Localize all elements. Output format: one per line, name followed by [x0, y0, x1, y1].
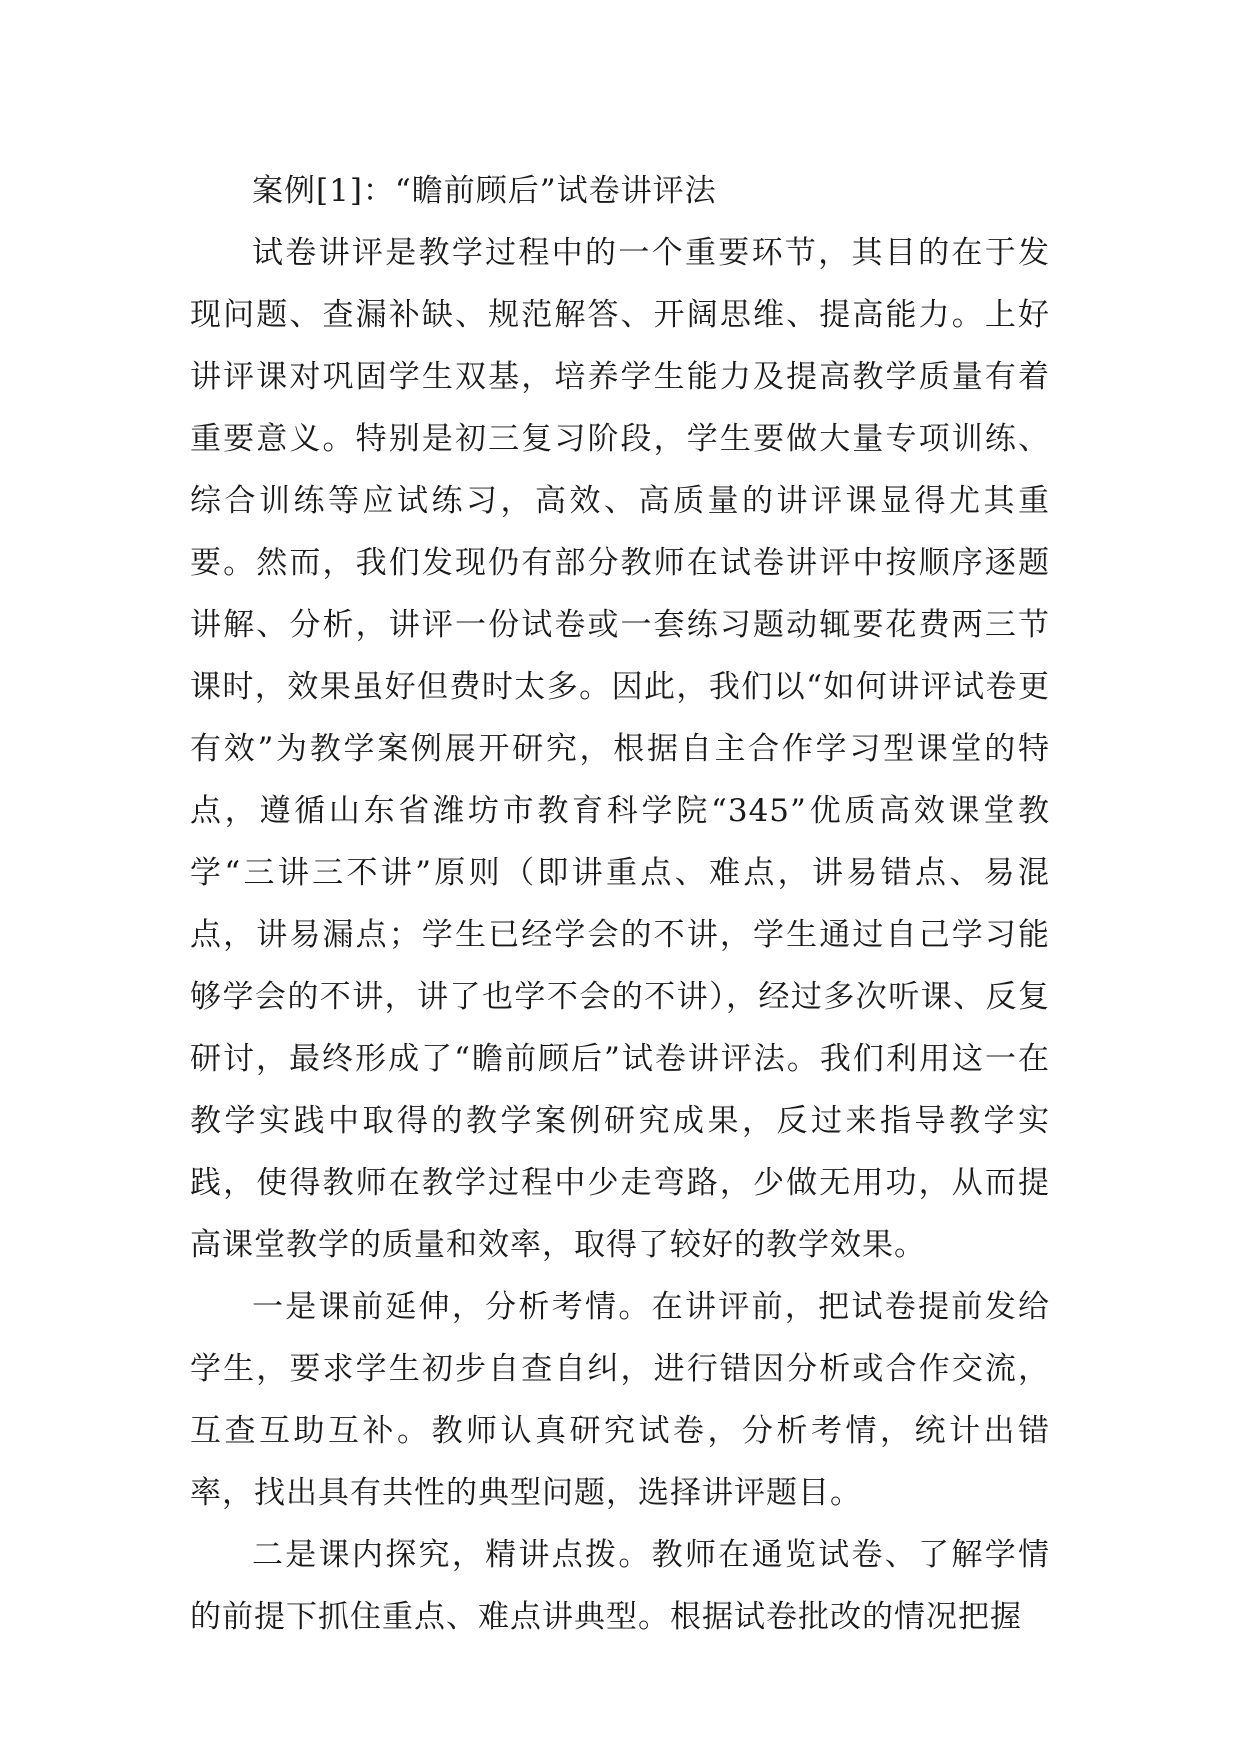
- paragraph-step-one: 一是课前延伸，分析考情。在讲评前，把试卷提前发给学生，要求学生初步自查自纠，进行错因分析或合作交流，互查互助互补。教师认真研究试卷，分析考情，统计出错率，找出具有共性的典型问题，选择讲评题目。: [190, 1289, 1050, 1511]
- paragraph-step-two: 二是课内探究，精讲点拨。教师在通览试卷、了解学情的前提下抓住重点、难点讲典型。根据试卷批改的情况把握: [190, 1537, 1050, 1635]
- case-title: 案例[1]：“瞻前顾后”试卷讲评法: [252, 173, 717, 209]
- document-body: [190, 160, 1050, 1648]
- paragraph-intro: 试卷讲评是教学过程中的一个重要环节，其目的在于发现问题、查漏补缺、规范解答、开阔思维、提高能力。上好讲评课对巩固学生双基，培养学生能力及提高教学质量有着重要意义。特别是初三复习阶段，学生要做大量专项训练、综合训练等应试练习，高效、高质量的讲评课显得尤其重要。然而，我们发现仍有部分教师在试卷讲评中按顺序逐题讲解、分析，讲评一份试卷或一套练习题动辄要花费两三节课时，效果虽好但费时太多。因此，我们以“如何讲评试卷更有效”为教学案例展开研究，根据自主合作学习型课堂的特点，遵循山东省潍坊市教育科学院“345”优质高效课堂教学“三讲三不讲”原则（即讲重点、难点，讲易错点、易混点，讲易漏点；学生已经学会的不讲，学生通过自己学习能够学会的不讲，讲了也学不会的不讲），经过多次听课、反复研讨，最终形成了“瞻前顾后”试卷讲评法。我们利用这一在教学实践中取得的教学案例研究成果，反过来指导教学实践，使得教师在教学过程中少走弯路，少做无用功，从而提高课堂教学的质量和效率，取得了较好的教学效果。: [190, 235, 1050, 1263]
